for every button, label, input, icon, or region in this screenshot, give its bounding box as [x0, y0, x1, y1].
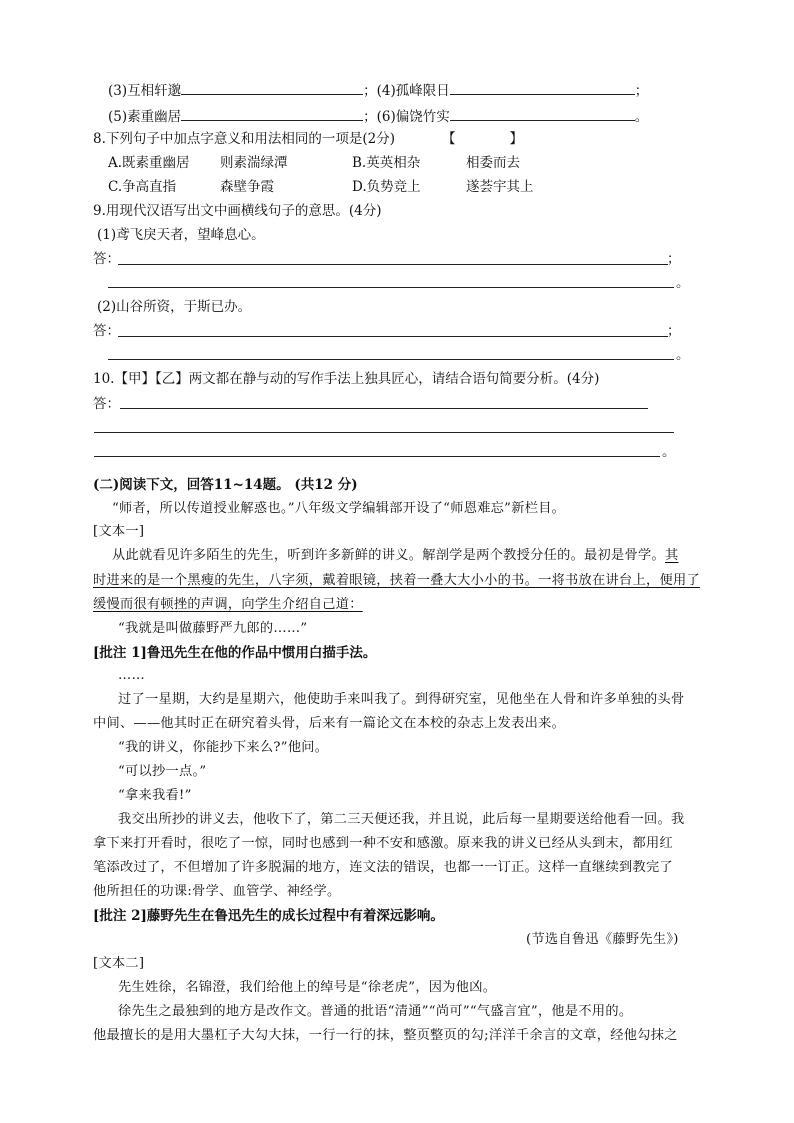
text-2-label: [文本二] — [93, 956, 145, 971]
text-1-para-3-line-4: 他所担任的功课:骨学、血管学、神经学。 — [93, 884, 341, 899]
q9-sentence-2: (2)山谷所资，于斯已办。 — [97, 299, 252, 315]
q9-answer-label-2: 答： — [93, 323, 120, 339]
q9-answer-line-2a[interactable] — [118, 336, 668, 337]
q7-item-6: ；(6)偏饶竹实 — [363, 109, 450, 125]
q10-stem: 10.【甲】【乙】两文都在静与动的写作手法上独具匠心，请结合语句简要分析。(4分) — [93, 371, 600, 387]
text-1-para-3-line-3: 笔添改过了，不但增加了许多脱漏的地方，连文法的错误，也都一一订正。这样一直继续到教完了 — [93, 860, 673, 875]
annotation-2: [批注 2]藤野先生在鲁迅先生的成长过程中有着深远影响。 — [93, 908, 444, 924]
text-2-para-2-line-1: 徐先生之最独到的地方是改作文。普通的批语“清通”“尚可”“气盛言宜”，他是不用的。 — [118, 1004, 633, 1019]
section-2-heading: (二)阅读下文，回答11~14题。 (共12 分) — [93, 477, 358, 493]
q10-period: 。 — [662, 444, 676, 460]
text-1-para-1-line-3: 缓慢而很有顿挫的声调，向学生介绍自己道： — [93, 597, 363, 612]
q7-blank-4[interactable] — [450, 80, 635, 95]
dialogue-2: “可以抄一点。” — [118, 764, 207, 779]
q7-item-5: (5)素重幽居 — [108, 109, 182, 125]
q9-period-1: 。 — [676, 275, 690, 291]
q7-row-1 — [108, 80, 648, 100]
q8-option-d1: D.负势竞上 — [352, 179, 421, 195]
q8-option-c1: C.争高直指 — [108, 179, 177, 195]
text-2-para-2-line-2: 他最擅长的是用大墨杠子大勾大抹，一行一行的抹，整页整页的勾;洋洋千余言的文章，经他勾抹之 — [93, 1028, 678, 1043]
q7-row-2 — [108, 106, 648, 126]
q9-answer-label-1: 答： — [93, 251, 120, 267]
text-2-para-1: 先生姓徐，名锦澄，我们给他上的绰号是“徐老虎”，因为他凶。 — [118, 980, 497, 995]
text-1-para-2-line-2: 中间、——他其时正在研究着头骨，后来有一篇论文在本校的杂志上发表出来。 — [93, 716, 566, 731]
q9-stem: 9.用现代汉语写出文中画横线句子的意思。(4分) — [93, 203, 382, 219]
q7-item-3: (3)互相轩邈 — [108, 83, 182, 99]
q10-answer-line-3[interactable] — [94, 456, 660, 457]
para-1-line-1-text: 从此就看见许多陌生的先生，听到许多新鲜的讲义。解剖学是两个教授分任的。最初是骨学。 — [112, 548, 665, 563]
para-1-underlined-start: 其 — [664, 548, 679, 563]
q9-semicolon-1: ； — [667, 251, 681, 267]
annotation-1: [批注 1]鲁迅先生在他的作品中惯用白描手法。 — [93, 645, 377, 661]
q9-period-2: 。 — [676, 347, 690, 363]
q9-answer-line-2b[interactable] — [108, 359, 674, 360]
q8-option-a1: A.既素重幽居 — [108, 155, 190, 171]
q7-blank-5[interactable] — [181, 106, 363, 121]
q9-answer-line-1a[interactable] — [118, 264, 668, 265]
q8-stem: 8.下列句子中加点字意义和用法相同的一项是(2分) — [93, 131, 396, 147]
text-1-para-1-line-2: 时进来的是一个黑瘦的先生，八字须，戴着眼镜，挟着一叠大大小小的书。一将书放在讲台上，便用了 — [93, 573, 700, 588]
q10-answer-line-2[interactable] — [94, 432, 674, 433]
q10-answer-label: 答： — [93, 396, 120, 412]
text-1-label: [文本一] — [93, 524, 145, 539]
q7-blank-3[interactable] — [181, 80, 363, 95]
q8-option-a2: 则素湍绿潭 — [220, 155, 288, 171]
q8-option-b1: B.英英相杂 — [352, 155, 421, 171]
q7-item-4: ；(4)孤峰限日 — [363, 83, 450, 99]
q8-option-c2: 森壁争霞 — [220, 179, 274, 195]
q10-answer-line-1[interactable] — [120, 408, 648, 409]
q7-blank-6[interactable] — [450, 106, 635, 121]
section-2-intro: “师者，所以传道授业解惑也。”八年级文学编辑部开设了“师恩难忘”新栏目。 — [112, 501, 566, 516]
text-1-para-3-line-1: 我交出所抄的讲义去，他收下了，第二三天便还我，并且说，此后每一星期要送给他看一回。我 — [118, 812, 685, 827]
q7-end-4: ； — [634, 83, 649, 99]
q9-semicolon-2: ； — [667, 323, 681, 339]
q8-option-b2: 相委而去 — [466, 155, 520, 171]
q8-option-d2: 遂荟宇其上 — [466, 179, 534, 195]
dialogue-1: “我的讲义，你能抄下来么?”他问。 — [118, 740, 329, 755]
q9-answer-line-1b[interactable] — [108, 287, 674, 288]
q7-end-6: 。 — [634, 109, 649, 125]
ellipsis: …… — [118, 668, 145, 683]
text-1-para-2-line-1: 过了一星期，大约是星期六，他使助手来叫我了。到得研究室，见他坐在人骨和许多单独的头骨 — [118, 692, 685, 707]
source-citation: (节选自鲁迅《藤野先生》) — [526, 932, 679, 947]
q8-answer-bracket[interactable]: 【 】 — [442, 131, 523, 147]
text-1-para-1-line-1 — [112, 547, 678, 565]
text-1-quote-1: “我就是叫做藤野严九郎的……” — [118, 621, 308, 636]
q9-sentence-1: (1)鸢飞戾天者，望峰息心。 — [97, 227, 265, 243]
dialogue-3: “拿来我看!” — [118, 788, 192, 803]
text-1-para-3-line-2: 拿下来打开看时，很吃了一惊，同时也感到一种不安和感激。原来我的讲义已经从头到末，都用红 — [93, 836, 673, 851]
